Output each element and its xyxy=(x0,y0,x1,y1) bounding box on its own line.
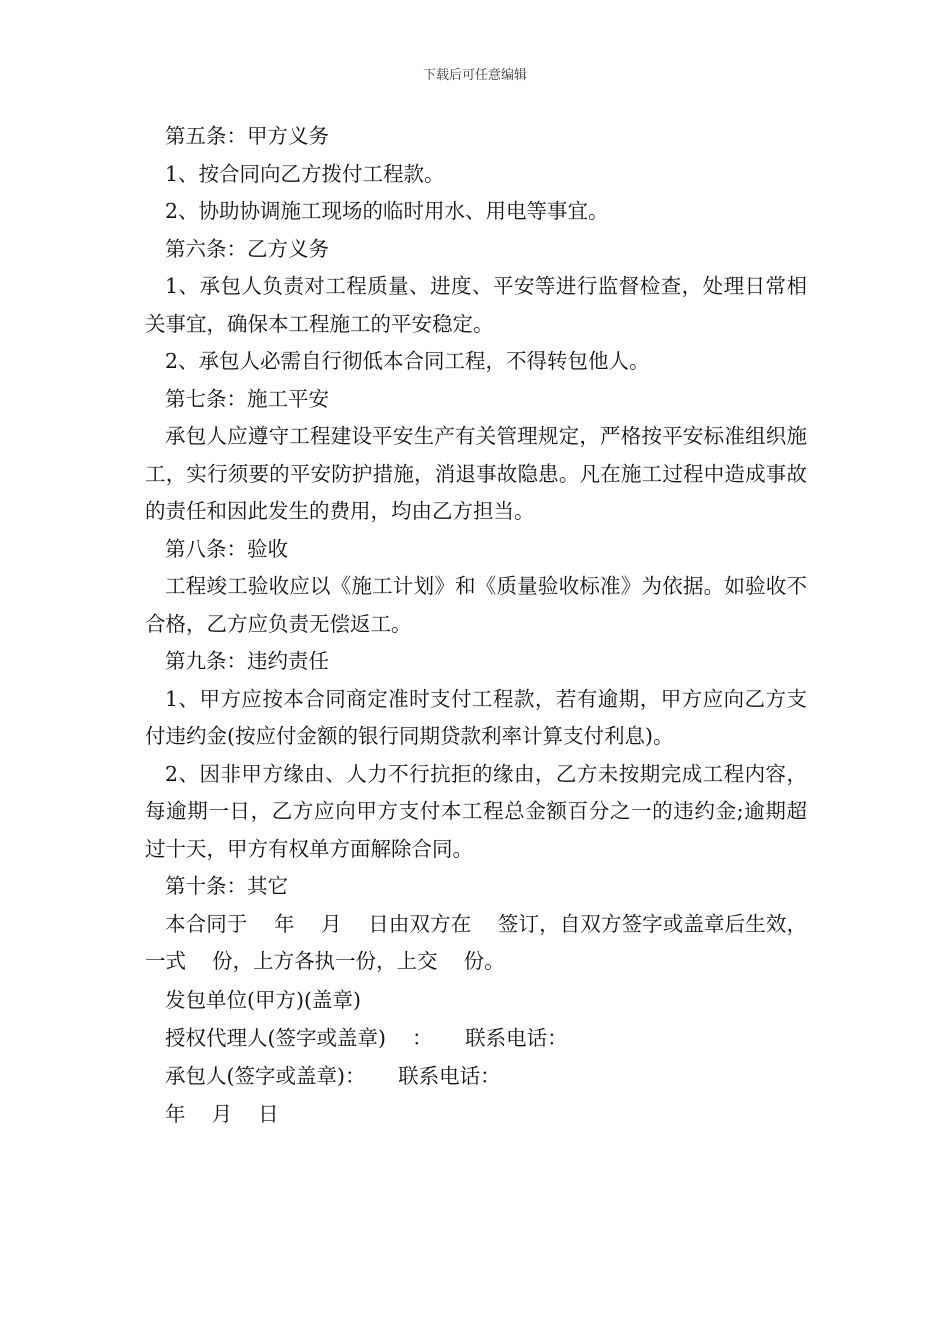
article-9-item-1: 1、甲方应按本合同商定准时支付工程款，若有逾期，甲方应向乙方支付违约金(按应付金额的银行同期贷款利率计算支付利息)。 xyxy=(145,686,807,748)
document-body xyxy=(145,118,807,1133)
article-6-item-1: 1、承包人负责对工程质量、进度、平安等进行监督检查，处理日常相关事宜，确保本工程施工的平安稳定。 xyxy=(145,274,807,336)
article-8-body: 工程竣工验收应以《施工计划》和《质量验收标准》为依据。如验收不合格，乙方应负责无偿返工。 xyxy=(145,574,807,636)
article-9-title: 第九条：违约责任 xyxy=(165,649,329,673)
article-10-title: 第十条：其它 xyxy=(165,874,288,898)
article-10-body: 本合同于 年 月 日由双方在 签订，自双方签字或盖章后生效，一式 份，上方各执一份，上交 份。 xyxy=(145,911,807,973)
signature-party-a: 发包单位(甲方)(盖章) xyxy=(165,987,361,1012)
article-7-title: 第七条：施工平安 xyxy=(165,386,329,411)
signature-date: 年 月 日 xyxy=(165,1101,279,1126)
article-5-item-2: 2、协助协调施工现场的临时用水、用电等事宜。 xyxy=(165,199,609,223)
article-9-item-2: 2、因非甲方缘由、人力不行抗拒的缘由，乙方未按期完成工程内容，每逾期一日，乙方应向甲方支付本工程总金额百分之一的违约金;逾期超过十天，甲方有权单方面解除合同。 xyxy=(145,761,807,861)
article-5-item-1: 1、按合同向乙方拨付工程款。 xyxy=(165,161,445,186)
article-7-body: 承包人应遵守工程建设平安生产有关管理规定，严格按平安标准组织施工，实行须要的平安防护措施，消退事故隐患。凡在施工过程中造成事故的责任和因此发生的费用，均由乙方担当。 xyxy=(145,424,807,523)
article-8-title: 第八条：验收 xyxy=(165,536,288,561)
signature-contractor: 承包人(签字或盖章)： 联系电话： xyxy=(165,1063,501,1088)
signature-agent: 授权代理人(签字或盖章) ： 联系电话： xyxy=(165,1025,568,1050)
page-header: 下载后可任意编辑 xyxy=(422,68,527,83)
article-5-title: 第五条：甲方义务 xyxy=(165,124,329,148)
article-6-item-2: 2、承包人必需自行彻低本合同工程，不得转包他人。 xyxy=(165,349,650,373)
article-6-title: 第六条：乙方义务 xyxy=(165,236,329,261)
